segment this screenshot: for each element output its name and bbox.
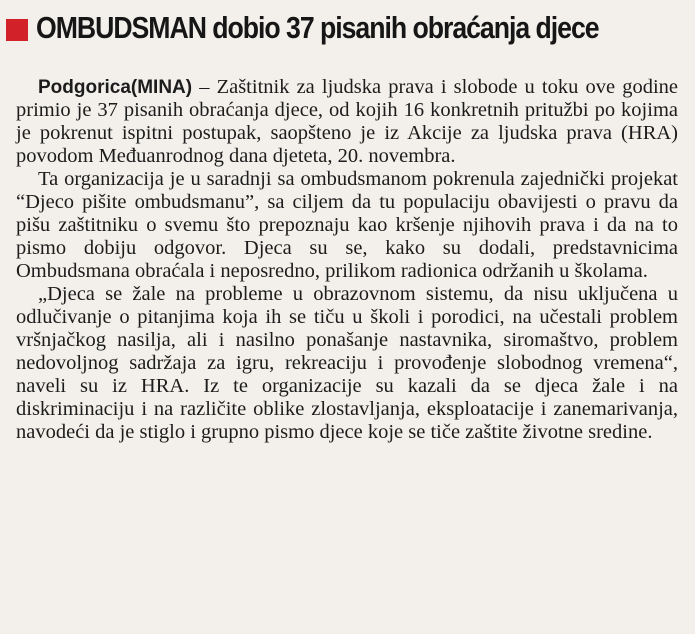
article-paragraph-2: Ta organizacija je u saradnji sa ombudsmanom pokrenula zajednički projekat “Djeco pišite ombudsmanu”, sa ciljem da tu populaciju obavijesti o pravu da pišu zaštitniku o svemu što prepoznaju kao kršenje njihovih prava i da na to pismo dobiju odgovor. Djeca su se, kako su dodali, predstavnicima Ombudsmana obraćala i neposredno, prilikom radionica održanih u školama. — [16, 168, 678, 282]
article-body — [16, 76, 678, 444]
dateline: Podgorica(MINA) — [38, 77, 193, 98]
paragraph-1-text: – Zaštitnik za ljudska prava i slobode u toku ove godine primio je 37 pisanih obraćanja djece, od kojih 16 konkretnih pritužbi po kojima je pokrenut ispitni postupak, saopšteno je iz Akcije za ljudska prava (HRA) povodom Međuanrodnog dana djeteta, 20. novembra. — [16, 76, 678, 167]
headline — [6, 6, 689, 50]
article-paragraph-3: „Djeca se žale na probleme u obrazovnom sistemu, da nisu uključena u odlučivanje o pitanjima koja ih se tiču u školi i porodici, na učestali problem vršnjačkog nasilja, ali i nasilno ponašanje nastavnika, siromaštvo, problem nedovoljnog sadržaja za igru, rekreaciju i provođenje slobodnog vremena“, naveli su iz HRA. Iz te organizacije su kazali da se djeca žale i na diskriminaciju i na različite oblike zlostavljanja, eksploatacije i zanemarivanja, navodeći da je stiglo i grupno pismo djece koje se tiče zaštite životne sredine. — [16, 283, 678, 443]
headline-title: OMBUDSMAN dobio 37 pisanih obraćanja djece — [36, 10, 599, 45]
article-paragraph-1 — [16, 76, 678, 168]
headline-marker — [6, 19, 28, 41]
